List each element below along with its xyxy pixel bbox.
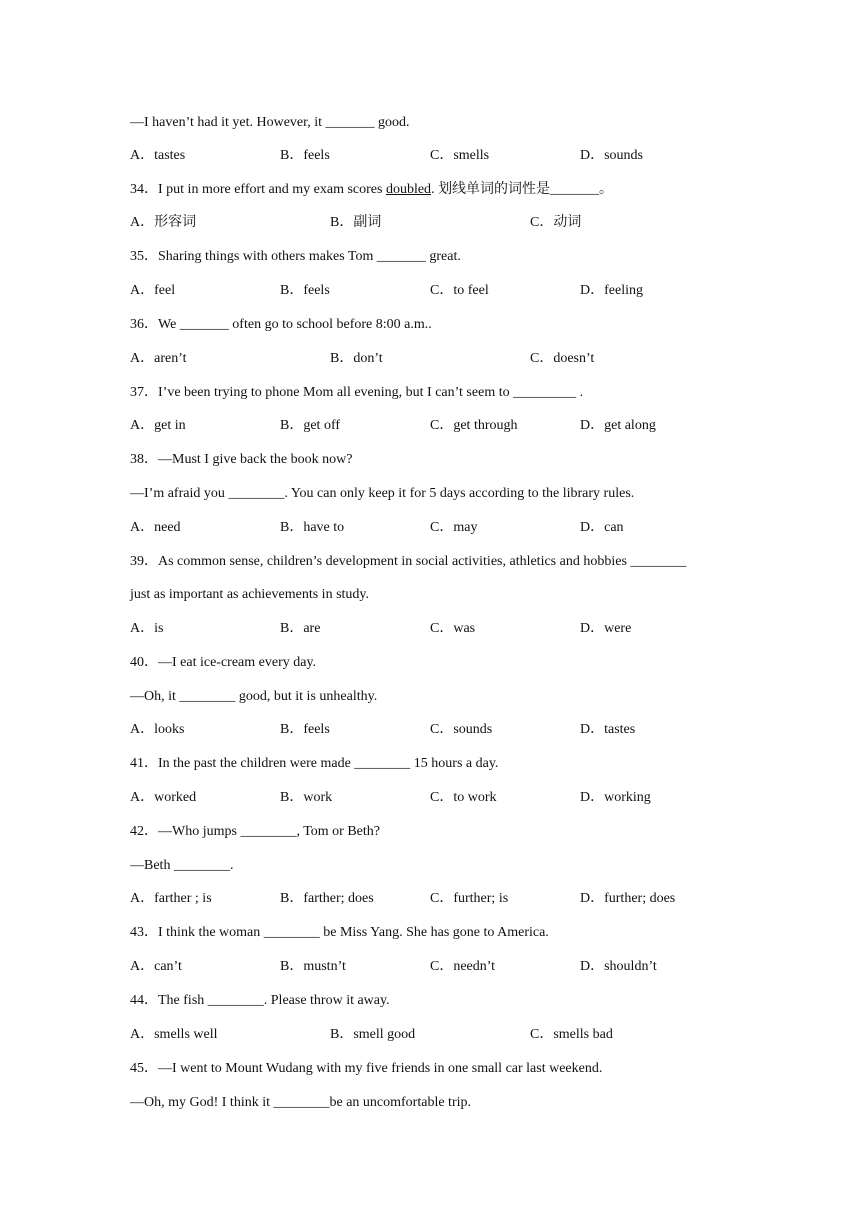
q37-option-a: A．get in [130, 418, 186, 433]
q43-options [130, 958, 860, 976]
q38-option-c: C．may [430, 520, 478, 535]
q37-options [130, 417, 860, 435]
q34-question [130, 181, 613, 199]
q41-option-c: C．to work [430, 790, 497, 805]
q40-options [130, 721, 860, 739]
q37-option-d: D．get along [580, 418, 656, 433]
q38-option-d: D．can [580, 520, 624, 535]
q39-option-c: C．was [430, 621, 476, 636]
q36-option-a: A．aren’t [130, 351, 187, 366]
q35-option-a: A．feel [130, 283, 176, 298]
q38-option-b: B．have to [280, 520, 345, 535]
q42-option-c: C．further; is [430, 891, 509, 906]
q39-option-a: A．is [130, 621, 164, 636]
q41-question: 41．In the past the children were made ________ 15 hours a day. [130, 756, 499, 771]
q36-question: 36．We _______ often go to school before 8:00 a.m.. [130, 317, 432, 332]
q45-answer-line: —Oh, my God! I think it ________be an uncomfortable trip. [130, 1095, 471, 1110]
q43-option-a: A．can’t [130, 959, 182, 974]
q39-options [130, 620, 860, 638]
q41-option-a: A．worked [130, 790, 197, 805]
q33-option-b: B．feels [280, 148, 330, 163]
q38-answer-line: —I’m afraid you ________. You can only keep it for 5 days according to the library rules. [130, 486, 635, 501]
q42-options [130, 890, 860, 908]
q40-option-c: C．sounds [430, 722, 493, 737]
q35-option-d: D．feeling [580, 283, 643, 298]
q41-options [130, 789, 860, 807]
q34-option-b: B．副词 [330, 215, 382, 230]
q36-option-c: C．doesn’t [530, 351, 595, 366]
q40-option-b: B．feels [280, 722, 330, 737]
q37-option-c: C．get through [430, 418, 518, 433]
q34-text-post: . 划线单词的词性是_______。 [431, 182, 614, 197]
q40-answer-line: —Oh, it ________ good, but it is unhealthy. [130, 689, 378, 704]
q43-option-c: C．needn’t [430, 959, 496, 974]
q34-options [130, 214, 860, 232]
q33-option-c: C．smells [430, 148, 490, 163]
q40-option-a: A．looks [130, 722, 185, 737]
q35-option-c: C．to feel [430, 283, 489, 298]
q44-option-b: B．smell good [330, 1027, 416, 1042]
q34-option-a: A．形容词 [130, 215, 197, 230]
q43-question: 43．I think the woman ________ be Miss Yang. She has gone to America. [130, 925, 549, 940]
q41-option-b: B．work [280, 790, 333, 805]
q40-question: 40．—I eat ice-cream every day. [130, 655, 317, 670]
q44-options [130, 1026, 860, 1044]
q44-option-c: C．smells bad [530, 1027, 613, 1042]
q44-option-a: A．smells well [130, 1027, 218, 1042]
q39-question: 39．As common sense, children’s development in social activities, athletics and hobbies ________ [130, 554, 687, 569]
q41-option-d: D．working [580, 790, 651, 805]
q43-option-d: D．shouldn’t [580, 959, 657, 974]
q38-option-a: A．need [130, 520, 181, 535]
q39-option-b: B．are [280, 621, 321, 636]
q42-answer-line: —Beth ________. [130, 858, 234, 873]
q33-option-a: A．tastes [130, 148, 186, 163]
q35-option-b: B．feels [280, 283, 330, 298]
q38-options [130, 519, 860, 537]
q39-question-cont: just as important as achievements in study. [130, 587, 369, 602]
q37-option-b: B．get off [280, 418, 341, 433]
q36-options [130, 350, 860, 368]
q43-option-b: B．mustn’t [280, 959, 346, 974]
q38-question: 38．—Must I give back the book now? [130, 452, 353, 467]
q34-underlined-word: doubled [385, 182, 432, 197]
q45-question: 45．—I went to Mount Wudang with my five friends in one small car last weekend. [130, 1061, 603, 1076]
q42-option-d: D．further; does [580, 891, 676, 906]
q42-option-b: B．farther; does [280, 891, 374, 906]
q35-question: 35．Sharing things with others makes Tom _______ great. [130, 249, 461, 264]
q42-question: 42．—Who jumps ________, Tom or Beth? [130, 824, 380, 839]
q42-option-a: A．farther ; is [130, 891, 212, 906]
q37-question: 37．I’ve been trying to phone Mom all evening, but I can’t seem to _________ . [130, 385, 584, 400]
q33-answer-line: —I haven’t had it yet. However, it _______ good. [130, 115, 410, 130]
q34-text-pre: 34．I put in more effort and my exam scores [130, 182, 386, 197]
q44-question: 44．The fish ________. Please throw it away. [130, 993, 390, 1008]
q33-option-d: D．sounds [580, 148, 644, 163]
q40-option-d: D．tastes [580, 722, 636, 737]
q34-option-c: C．动词 [530, 215, 582, 230]
q36-option-b: B．don’t [330, 351, 383, 366]
q33-options [130, 147, 860, 165]
q39-option-d: D．were [580, 621, 632, 636]
q35-options [130, 282, 860, 300]
